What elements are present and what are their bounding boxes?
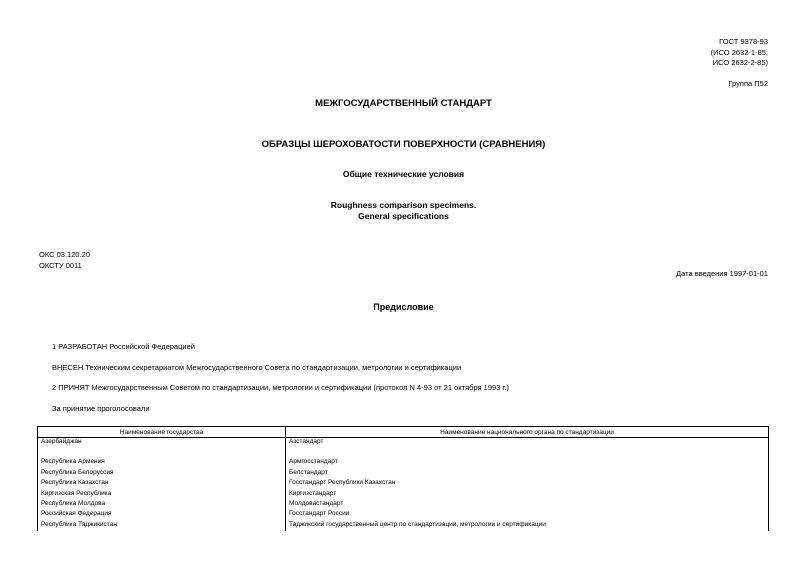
doc-code: ГОСТ 9378-93 — [719, 37, 768, 46]
state-cell: Азербайджан — [38, 438, 286, 449]
preface-paragraph: За принятие проголосовали — [52, 404, 150, 413]
okstu-code: ОКСТУ 0011 — [39, 260, 82, 270]
body-cell: Молдовастандарт — [286, 500, 769, 510]
table-row — [38, 448, 769, 458]
state-cell: Республика Армения — [38, 458, 286, 468]
body-cell: Киргизстандарт — [286, 490, 769, 500]
english-title-line: General specifications — [358, 211, 449, 221]
english-title — [0, 200, 807, 222]
table-row — [38, 521, 769, 531]
body-cell — [286, 448, 769, 458]
preface-paragraph: 1 РАЗРАБОТАН Российской Федерацией — [52, 342, 195, 351]
standard-type: МЕЖГОСУДАРСТВЕННЫЙ СТАНДАРТ — [315, 98, 492, 109]
state-cell: Республика Таджикистан — [38, 521, 286, 531]
table-row — [38, 510, 769, 520]
preface-heading: Предисловие — [373, 302, 434, 312]
intro-date: Дата введения 1997-01-01 — [676, 269, 768, 278]
english-title-line: Roughness comparison specimens. — [330, 200, 477, 210]
classification-codes — [39, 250, 90, 271]
preface-paragraph: ВНЕСЕН Техническим секретариатом Межгосударственного Совета по стандартизации, метрологии и сертификации — [52, 363, 462, 372]
state-cell: Республика Молдова — [38, 500, 286, 510]
state-cell: Республика Белоруссия — [38, 469, 286, 479]
document-subtitle: Общие технические условия — [342, 169, 465, 179]
header-doc-codes — [711, 37, 768, 69]
voting-states-table — [37, 426, 769, 531]
table-row — [38, 479, 769, 489]
table-row — [38, 469, 769, 479]
body-cell: Азстандарт — [286, 438, 769, 449]
table-row — [38, 458, 769, 468]
column-header-state: Наименование государства — [38, 427, 286, 438]
group-label: Группа П52 — [728, 79, 768, 88]
state-cell: Республика Казахстан — [38, 479, 286, 489]
body-cell: Белстандарт — [286, 469, 769, 479]
preface-paragraph: 2 ПРИНЯТ Межгосударственным Советом по стандартизации, метрологии и сертификации (протокол N 4-93 от 21 октября 1993 г.) — [52, 383, 509, 392]
table-row — [38, 438, 769, 449]
document-title: ОБРАЗЦЫ ШЕРОХОВАТОСТИ ПОВЕРХНОСТИ (СРАВНЕНИЯ) — [261, 139, 546, 150]
state-cell: Киргизская Республика — [38, 490, 286, 500]
oks-code: ОКС 03.120.20 — [39, 250, 90, 259]
state-cell: Российская Федерация — [38, 510, 286, 520]
column-header-body: Наименование национального органа по стандартизации — [286, 427, 769, 438]
body-cell: Госстандарт Республики Казахстан — [286, 479, 769, 489]
iso-ref: (ИСО 2632-1-85, — [710, 47, 768, 57]
body-cell: Таджикский государственный центр по стандартизации, метрологии и сертификации — [286, 521, 769, 531]
body-cell: Госстандарт России — [286, 510, 769, 520]
state-cell — [38, 448, 286, 458]
iso-ref: ИСО 2632-2-85) — [712, 58, 768, 67]
body-cell: Армгосстандарт — [286, 458, 769, 468]
table-row — [38, 500, 769, 510]
table-row — [38, 490, 769, 500]
table-header-row — [38, 427, 769, 438]
